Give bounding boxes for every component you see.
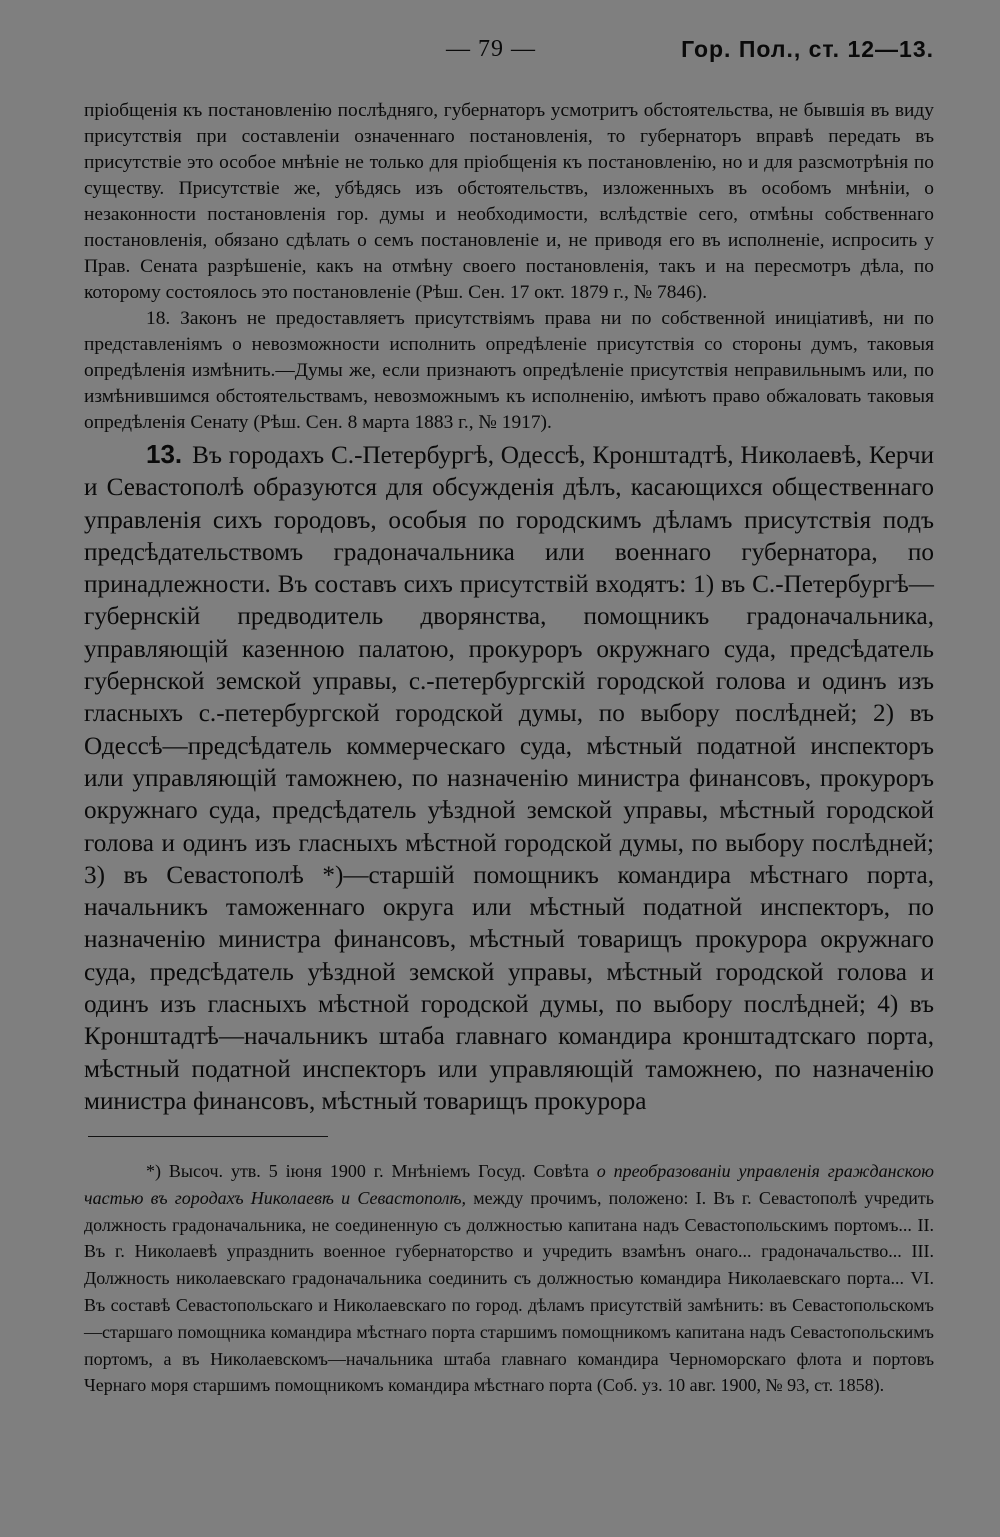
footnote bbox=[84, 1158, 934, 1399]
page-header bbox=[0, 36, 1000, 70]
article-13 bbox=[84, 438, 934, 1118]
footnote-italic-title: о преобразованіи управленія гражданскою частью въ городахъ Николаевѣ и Севастополѣ, bbox=[84, 1161, 935, 1208]
article-13-text: Въ городахъ С.-Петербургѣ, Одессѣ, Кронштадтѣ, Николаевѣ, Керчи и Севастополѣ образуются для обсужденія дѣлъ, касающихся общественнаго управленія сихъ городовъ, особыя по городскимъ дѣламъ присутствія подъ предсѣдательствомъ градоначальника или военнаго губернатора, по принадлежности. Въ составъ сихъ присутствій входятъ: 1) въ С.-Петербургѣ—губернскій предводитель дворянства, помощникъ градоначальника, управляющій казенною палатою, прокуроръ окружнаго суда, предсѣдатель губернской земской управы, с.-петербургскій городской голова и одинъ изъ гласныхъ с.-петербургской городской думы, по выбору послѣдней; 2) въ Одессѣ—предсѣдатель коммерческаго суда, мѣстный податной инспекторъ или управляющій таможнею, по назначенію министра финансовъ, прокуроръ окружнаго суда, предсѣдатель уѣздной земской управы, мѣстный городской голова и одинъ изъ гласныхъ мѣстной городской думы, по выбору послѣдней; 3) въ Севастополѣ *)—старшій помощникъ командира мѣстнаго порта, начальникъ таможеннаго округа или мѣстный податной инспекторъ, по назначенію министра финансовъ, мѣстный товарищъ прокурора окружнаго суда, предсѣдатель уѣздной земской управы, мѣстный городской голова и одинъ изъ гласныхъ мѣстной городской думы, по выбору послѣдней; 4) въ Кронштадтѣ—начальникъ штаба главнаго командира кронштадтскаго порта, мѣстный податной инспекторъ или управляющій таможнею, по назначенію министра финансовъ, мѣстный товарищъ прокурора bbox=[84, 442, 934, 1115]
paragraph-note-18: 18. Законъ не предоставляетъ присутствіямъ права ни по собственной иниціативѣ, ни по представленіямъ о невозможности исполнить опредѣленіе присутствія со стороны думъ, таковыя опредѣленія измѣнить.—Думы же, если признаютъ опредѣленіе присутствія неправильнымъ или, по измѣнившимся обстоятельствамъ, невозможнымъ къ исполненію, имѣютъ право обжаловать таковыя опредѣленія Сенату (Рѣш. Сен. 8 марта 1883 г., № 1917). bbox=[84, 308, 934, 433]
running-head-section-ref: Гор. Пол., ст. 12—13. bbox=[681, 36, 934, 62]
footnote-separator bbox=[88, 1136, 328, 1137]
article-13-number: 13. bbox=[146, 439, 183, 469]
main-text bbox=[84, 98, 934, 1118]
page-number: — 79 — bbox=[446, 36, 536, 62]
paragraph-continuation: пріобщенія къ постановленію послѣдняго, губернаторъ усмотритъ обстоятельства, не бывшія въ виду присутствія при составленіи означеннаго постановленія, то губернаторъ вправѣ передать въ присутствіе это особое мнѣніе не только для пріобщенія къ постановленію, но и для разсмотрѣнія по существу. Присутствіе же, убѣдясь изъ обстоятельствъ, изложенныхъ въ особомъ мнѣніи, о незаконности постановленія гор. думы и необходимости, вслѣдствіе сего, отмѣны собственнаго постановленія, обязано сдѣлать о семъ постановленіе и, не приводя его въ исполненіе, испросить у Прав. Сената разрѣшеніе, какъ на отмѣну своего постановленія, такъ и на пересмотръ дѣла, по которому состоялось это постановленіе (Рѣш. Сен. 17 окт. 1879 г., № 7846). bbox=[84, 100, 934, 303]
footnote-lead: *) Высоч. утв. 5 іюня 1900 г. Мнѣніемъ Госуд. Совѣта bbox=[146, 1161, 597, 1181]
footnote-rest: между прочимъ, положено: I. Въ г. Севастополѣ учредить должность градоначальника, не соединенную съ должностью капитана надъ Севастопольскимъ портомъ... II. Въ г. Николаевѣ упразднить военное губернаторство и учредить взамѣнъ онаго... градоначальство... III. Должность николаевскаго градоначальника соединить съ должностью командира Николаевскаго порта... VI. Въ составѣ Севастопольскаго и Николаевскаго по город. дѣламъ присутствій замѣнить: въ Севастопольскомъ—старшаго помощника командира мѣстнаго порта старшимъ помощникомъ капитана надъ Севастопольскимъ портомъ, а въ Николаевскомъ—начальника штаба главнаго командира Черноморскаго флота и портовъ Чернаго моря старшимъ помощникомъ командира мѣстнаго порта (Соб. уз. 10 авг. 1900, № 93, ст. 1858). bbox=[84, 1187, 934, 1396]
